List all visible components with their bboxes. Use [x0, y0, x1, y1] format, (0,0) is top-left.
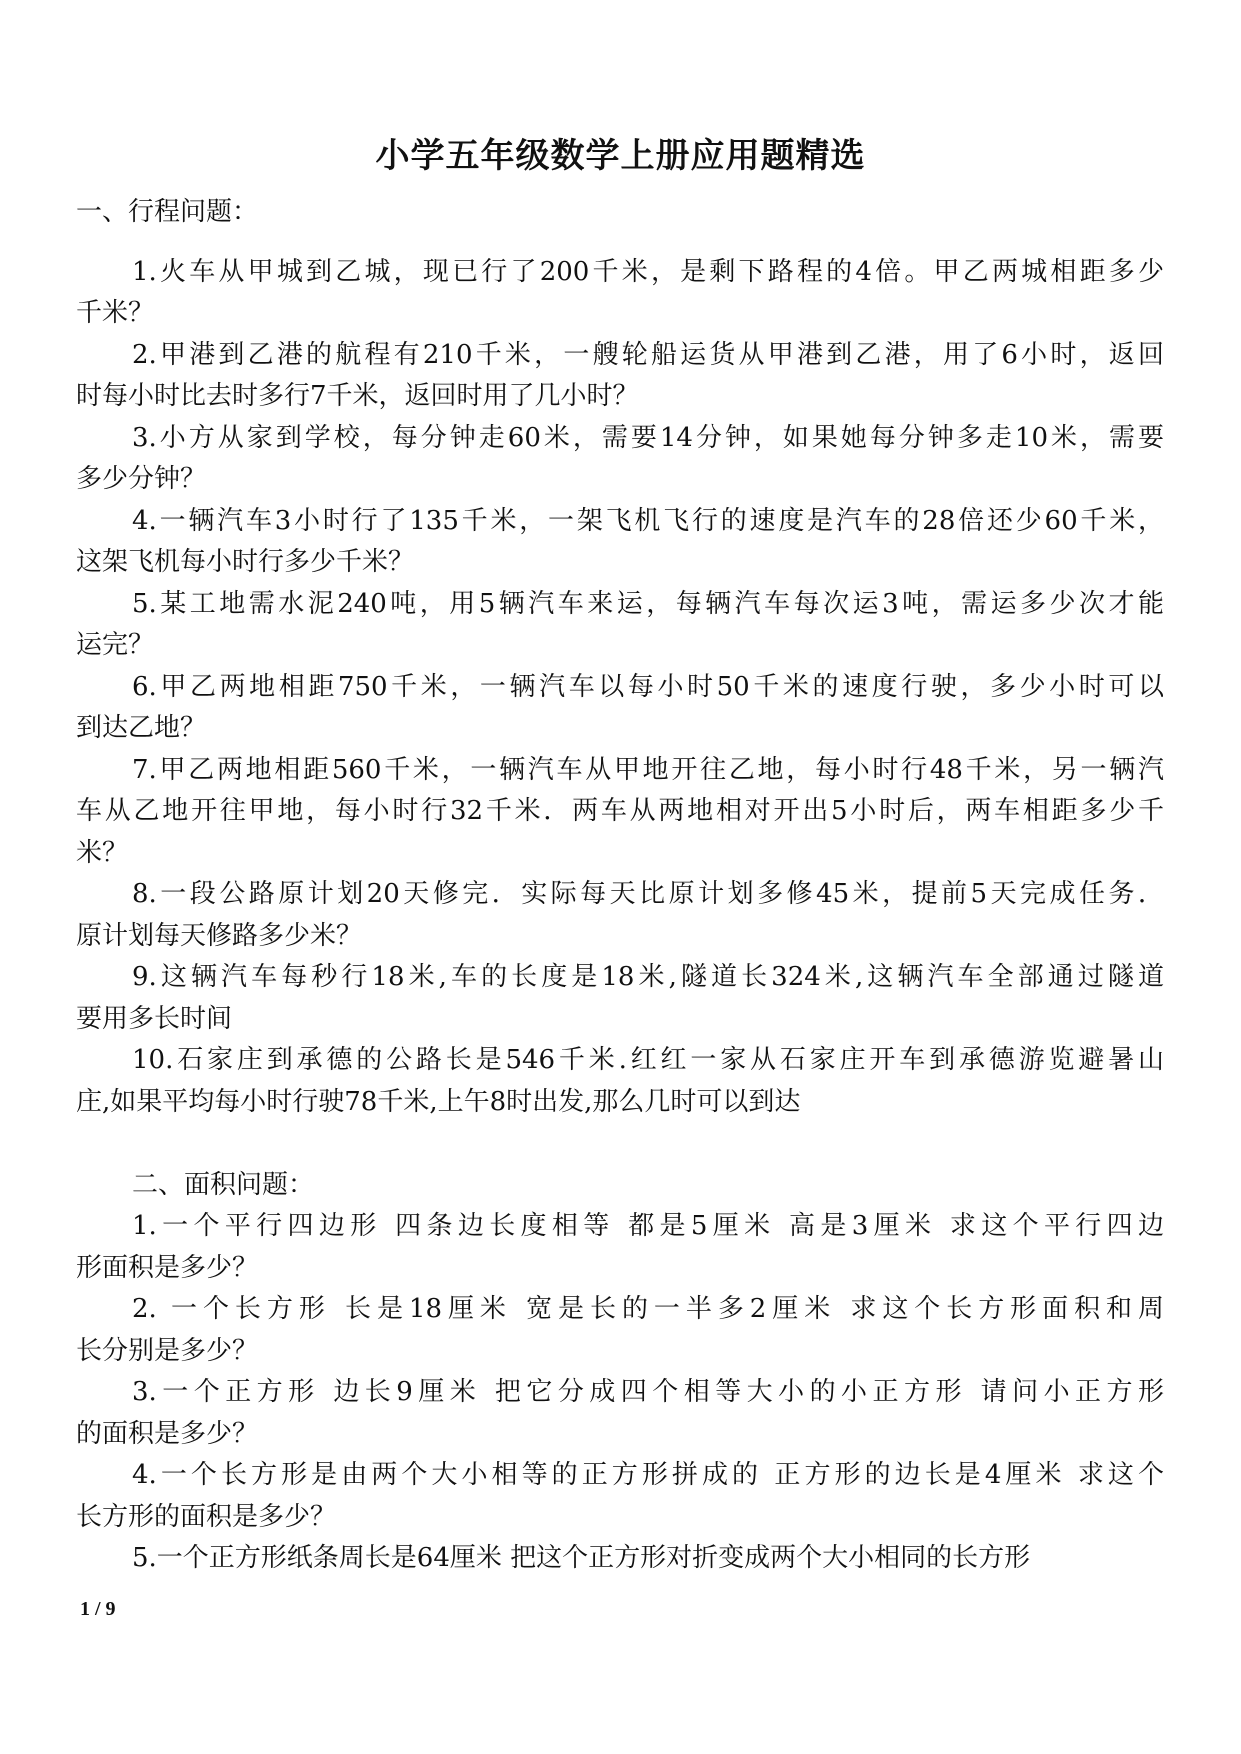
problem [76, 667, 1164, 750]
problem-line: 形面积是多少？ [76, 1252, 259, 1283]
problem-line: 7.甲乙两地相距560千米，一辆汽车从甲地开往乙地，每小时行48千米，另一辆汽 [132, 754, 1164, 785]
problem-line: 5.某工地需水泥240吨，用5辆汽车来运，每辆汽车每次运3吨，需运多少次才能 [132, 588, 1164, 619]
problem-line: 长方形的面积是多少？ [76, 1501, 337, 1532]
problem-line: 到达乙地？ [76, 713, 207, 743]
problem-line: 千米？ [76, 298, 155, 328]
page-number: 1 / 9 [80, 1598, 116, 1620]
problem [76, 1289, 1164, 1372]
problem-line: 米？ [76, 837, 129, 868]
problem-line: 4.一个长方形是由两个大小相等的正方形拼成的 正方形的边长是4厘米 求这个 [132, 1460, 1164, 1490]
section-gap [76, 1123, 1164, 1165]
problem-line: 8.一段公路原计划20天修完．实际每天比原计划多修45米，提前5天完成任务． [132, 879, 1164, 909]
problem [76, 1040, 1164, 1123]
problem-line: 5.一个正方形纸条周长是64厘米 把这个正方形对折变成两个大小相同的长方形 [132, 1543, 1031, 1573]
problem [76, 750, 1164, 875]
problem-line: 长分别是多少？ [76, 1335, 259, 1366]
problem-line: 6.甲乙两地相距750千米，一辆汽车以每小时50千米的速度行驶，多少小时可以 [132, 671, 1164, 702]
problem-line: 3.小方从家到学校，每分钟走60米，需要14分钟，如果她每分钟多走10米，需要 [132, 422, 1164, 453]
section-heading: 二、面积问题： [132, 1169, 315, 1200]
document-title: 小学五年级数学上册应用题精选 [375, 136, 866, 176]
problem [76, 335, 1164, 418]
problem [76, 1455, 1164, 1538]
problem-line: 2. 一个长方形 长是18厘米 宽是长的一半多2厘米 求这个长方形面积和周 [132, 1294, 1164, 1324]
problem-line: 4.一辆汽车3小时行了135千米，一架飞机飞行的速度是汽车的28倍还少60千米， [132, 505, 1164, 536]
problem [76, 1538, 1164, 1580]
problem-line: 多少分钟？ [76, 464, 207, 494]
problem-line: 10.石家庄到承德的公路长是546千米.红红一家从石家庄开车到承德游览避暑山 [132, 1045, 1164, 1075]
problem [76, 1206, 1164, 1289]
spacer [76, 234, 1164, 252]
problem [76, 874, 1164, 957]
problem [76, 501, 1164, 584]
problem [76, 1372, 1164, 1455]
problem-line: 9.这辆汽车每秒行18米,车的长度是18米,隧道长324米,这辆汽车全部通过隧道 [132, 962, 1164, 992]
section-heading: 一、行程问题： [76, 197, 259, 227]
document-body [76, 192, 1164, 1580]
problem-line: 1.火车从甲城到乙城，现已行了200千米，是剩下路程的4倍。甲乙两城相距多少 [132, 256, 1164, 287]
problem [76, 584, 1164, 667]
problem-line: 这架飞机每小时行多少千米？ [76, 547, 415, 577]
problem-line: 原计划每天修路多少米？ [76, 920, 363, 951]
problem-line: 时每小时比去时多行7千米，返回时用了几小时？ [76, 381, 639, 411]
problem-line: 2.甲港到乙港的航程有210千米，一艘轮船运货从甲港到乙港，用了6小时，返回 [132, 339, 1164, 370]
problem-line: 车从乙地开往甲地，每小时行32千米．两车从两地相对开出5小时后，两车相距多少千 [76, 796, 1164, 826]
problem-line: 1.一个平行四边形 四条边长度相等 都是5厘米 高是3厘米 求这个平行四边 [132, 1211, 1164, 1241]
problem-line: 的面积是多少？ [76, 1418, 259, 1449]
problem-line: 要用多长时间 [76, 1003, 233, 1034]
problem [76, 418, 1164, 501]
problem-line: 庄,如果平均每小时行驶78千米,上午8时出发,那么几时可以到达 [76, 1086, 801, 1117]
problem [76, 957, 1164, 1040]
problem-line: 3.一个正方形 边长9厘米 把它分成四个相等大小的小正方形 请问小正方形 [132, 1377, 1164, 1407]
problem [76, 252, 1164, 335]
problem-line: 运完？ [76, 630, 155, 660]
